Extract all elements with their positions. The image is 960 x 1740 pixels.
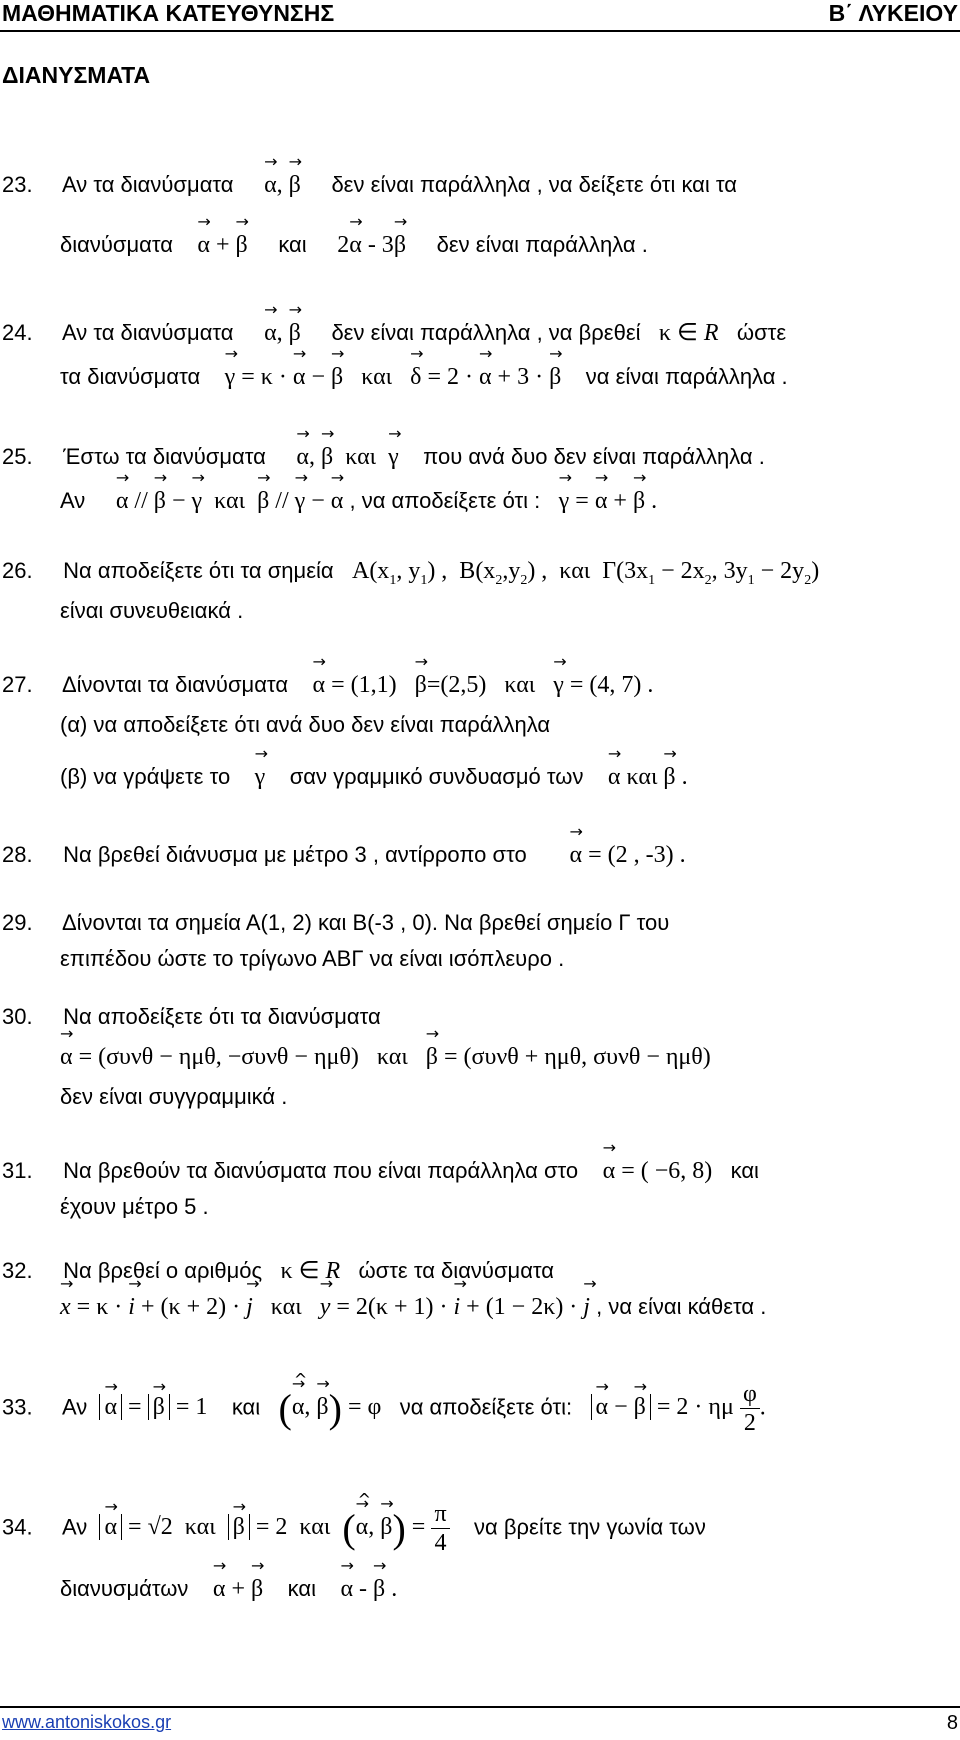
math-expression: → α = ( −6, 8) [603,1158,713,1184]
exercise-24-line-1: 24. Αν τα διανύσματα → α, → β δεν είναι παράλληλα , να βρεθεί κ ∈ R ώστε [2,318,786,347]
footer-rule [0,1706,960,1708]
exercise-25-line-2: Αν → α // → β − → γ και → β // → γ − → α , να αποδείξετε ότι : → γ = → α + → β . [60,488,657,515]
page-number: 8 [946,1712,958,1734]
math-expression: 2→ α - 3→ β [337,232,406,258]
exercise-30-line-2 [60,1044,711,1071]
exercise-27-line-3: (β) να γράψετε το → γ σαν γραμμικό συνδυασμό των → α και → β . [60,764,688,791]
header-rule [0,30,960,32]
exercise-32-line-2: → x = κ · → i + (κ + 2) · → j και → y = 2(κ + 1) · → i + (1 − 2κ) · → j , να είναι κάθετα . [60,1294,766,1321]
exercise-23-line-1: 23. Αν τα διανύσματα → α, → β δεν είναι παράλληλα , να δείξετε ότι και τα [2,172,737,199]
math-expression: → α = → β = 1 [99,1394,207,1420]
exercise-29-line-2: επιπέδου ώστε το τρίγωνο ΑΒΓ να είναι ισόπλευρο . [60,946,565,971]
math-expression: → α, → β και → γ [296,444,398,470]
exercise-26-line-1: 26. Να αποδείξετε ότι τα σημεία $A(x_1$, $y_1$) , $B(x_2,y_2)$ , και $\Gamma(3x_1 - 2x_2$, $3y_1 - 2y_2$) [2,558,820,588]
header-grade: Β΄ ΛΥΚΕΙΟΥ [828,0,958,26]
math-expression: (^ → α, → β) = φ [279,1394,382,1420]
fraction: $\frac{\varphi}{2}$ [740,1380,760,1437]
math-expression: → α, → β [264,320,301,346]
math-expression: → α + → β [197,232,247,258]
exercise-31-line-1: 31. Να βρεθούν τα διανύσματα που είναι παράλληλα στο → α = ( −6, 8) και [2,1158,759,1185]
math-expression: → α = (2 , -3) . [570,842,686,868]
math-expression: → α και → β . [608,764,688,790]
exercise-33-line-1: 33. Αν → α = → β = 1 και (^ → α, → β) = φ να αποδείξετε ότι: → α − → β = 2 · ημ $\frac{\varphi}{2}$ . [2,1380,766,1437]
math-expression: → γ = κ · → α − → β και → δ = 2 · → α + 3 · → β [225,364,562,390]
exercise-27-line-1: 27. Δίνονται τα διανύσματα → α = (1,1) → β=(2,5) και → γ = (4, 7) . [2,672,653,699]
exercise-34-line-1: 34. Αν → α = √2 και → β = 2 και (^ → α, → β) = $\frac{\pi}{4}$ να βρείτε την γωνία των [2,1500,706,1557]
exercise-23-line-2: διανύσματα → α + → β και 2→ α - 3→ β δεν είναι παράλληλα . [60,232,648,259]
math-expression: → α + → β [213,1576,263,1602]
page-header [2,0,960,28]
math-expression: → α − → β = 2 · ημ [591,1394,734,1420]
fraction: $\frac{\pi}{4}$ [431,1500,449,1557]
page-footer [2,1712,958,1733]
math-expression: → γ = → α + → β . [559,488,658,514]
math-expression: $A(x_1$, $y_1$) , $B(x_2,y_2)$ , και $\Gamma(3x_1 - 2x_2$, $3y_1 - 2y_2$) [351,558,820,588]
exercise-31-line-2: έχουν μέτρο 5 . [60,1194,209,1219]
math-expression: → x = κ · → i + (κ + 2) · → j και → y = 2(κ + 1) · → i + (1 − 2κ) · → j [60,1294,590,1320]
exercise-24-line-2: τα διανύσματα → γ = κ · → α − → β και → δ = 2 · → α + 3 · → β να είναι παράλληλα . [60,364,788,391]
exercise-28-line-1: 28. Να βρεθεί διάνυσμα με μέτρο 3 , αντίρροπο στο → α = (2 , -3) . [2,842,686,869]
section-title: ΔΙΑΝΥΣΜΑΤΑ [2,62,151,88]
exercise-27-line-2: (α) να αποδείξετε ότι ανά δυο δεν είναι παράλληλα [60,712,551,737]
math-expression: κ ∈ R [280,1258,341,1284]
exercise-30-line-1: 30. Να αποδείξετε ότι τα διανύσματα [2,1004,381,1029]
math-expression: → α = (συνθ − ημθ, −συνθ − ημθ) και → β = (συνθ + ημθ, συνθ − ημθ) [60,1044,711,1070]
math-expression: → α, → β [264,172,301,198]
header-subject: ΜΑΘΗΜΑΤΙΚΑ ΚΑΤΕΥΘΥΝΣΗΣ [2,0,335,26]
math-expression: → α // → β − → γ και → β // → γ − → α [116,488,344,514]
math-expression: → γ [255,764,266,790]
exercise-30-line-3: δεν είναι συγγραμμικά . [60,1084,288,1109]
math-expression: → α = (1,1) → β=(2,5) και → γ = (4, 7) . [313,672,654,698]
math-expression: → α = √2 και → β = 2 και (^ → α, → β) = [99,1514,425,1540]
website-link[interactable]: www.antoniskokos.gr [2,1712,172,1732]
exercise-26-line-2: είναι συνευθειακά . [60,598,244,623]
exercise-34-line-2: διανυσμάτων → α + → β και → α - → β . [60,1576,397,1603]
exercise-29-line-1: 29. Δίνονται τα σημεία Α(1, 2) και Β(-3 , 0). Να βρεθεί σημείο Γ του [2,910,670,935]
exercise-32-line-1: 32. Να βρεθεί ο αριθμός κ ∈ R ώστε τα διανύσματα [2,1258,555,1284]
math-expression: → α - → β . [340,1576,397,1602]
exercise-25-line-1: 25. Έστω τα διανύσματα → α, → β και → γ που ανά δυο δεν είναι παράλληλα . [2,444,765,471]
math-expression: κ ∈ R [658,320,719,346]
